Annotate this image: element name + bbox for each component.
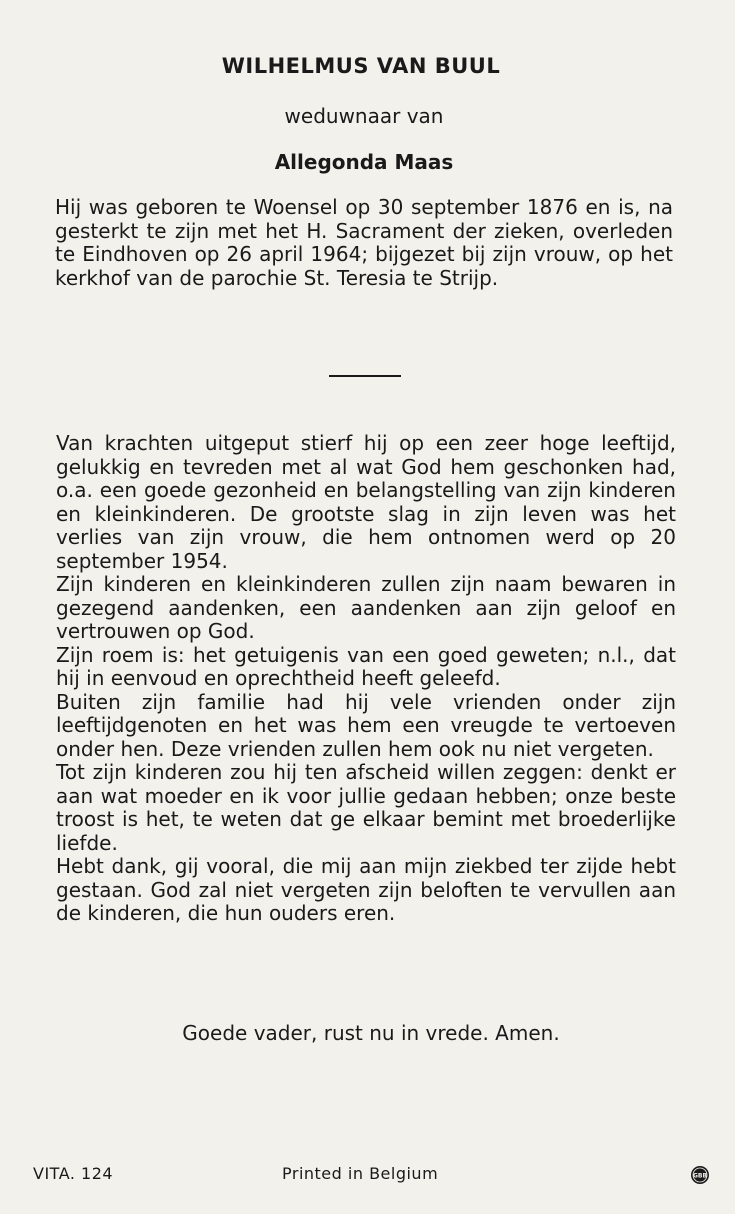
card-code: VITA. 124 <box>33 1164 114 1183</box>
printer-logo-icon <box>690 1165 710 1185</box>
paragraph: Tot zijn kinderen zou hij ten afscheid willen zeggen: denkt er aan wat moeder en ik voor jullie gedaan hebben; onze beste troost is het, te weten dat ge elkaar bemint met broederlijke liefde. <box>56 760 676 855</box>
body-text <box>56 432 676 926</box>
printer-note: Printed in Belgium <box>282 1164 439 1183</box>
paragraph: Hebt dank, gij vooral, die mij aan mijn ziekbed ter zijde hebt gestaan. God zal niet vergeten zijn beloften te vervullen aan de kinderen, die hun ouders eren. <box>56 854 676 925</box>
closing-line: Goede vader, rust nu in vrede. Amen. <box>182 1021 560 1045</box>
subtitle: weduwnaar van <box>284 104 444 128</box>
logo-text: GBB <box>692 1172 708 1180</box>
spouse-name: Allegonda Maas <box>274 150 454 174</box>
paragraph: Zijn kinderen en kleinkinderen zullen zijn naam bewaren in gezegend aandenken, een aandenken aan zijn geloof en vertrouwen op God. <box>56 572 676 643</box>
divider <box>329 375 401 377</box>
paragraph: Zijn roem is: het getuigenis van een goed geweten; n.l., dat hij in eenvoud en oprechtheid heeft geleefd. <box>56 642 676 690</box>
deceased-name: WILHELMUS VAN BUUL <box>221 54 501 78</box>
paragraph: Van krachten uitgeput stierf hij op een zeer hoge leeftijd, gelukkig en tevreden met al wat God hem geschonken had, o.a. een goede gezonheid en belangstelling van zijn kinderen en kleinkinderen. De grootste slag in zijn leven was het verlies van zijn vrouw, die hem ontnomen werd op 20 september 1954. <box>56 431 676 573</box>
intro-paragraph: Hij was geboren te Woensel op 30 september 1876 en is, na gesterkt te zijn met het H. Sacrament der zieken, overleden te Eindhoven op 26 april 1964; bijgezet bij zijn vrouw, op het kerkhof van de parochie St. Teresia te Strijp. <box>55 195 673 290</box>
paragraph: Buiten zijn familie had hij vele vrienden onder zijn leeftijdgenoten en het was hem een vreugde te vertoeven onder hen. Deze vrienden zullen hem ook nu niet vergeten. <box>56 689 676 761</box>
